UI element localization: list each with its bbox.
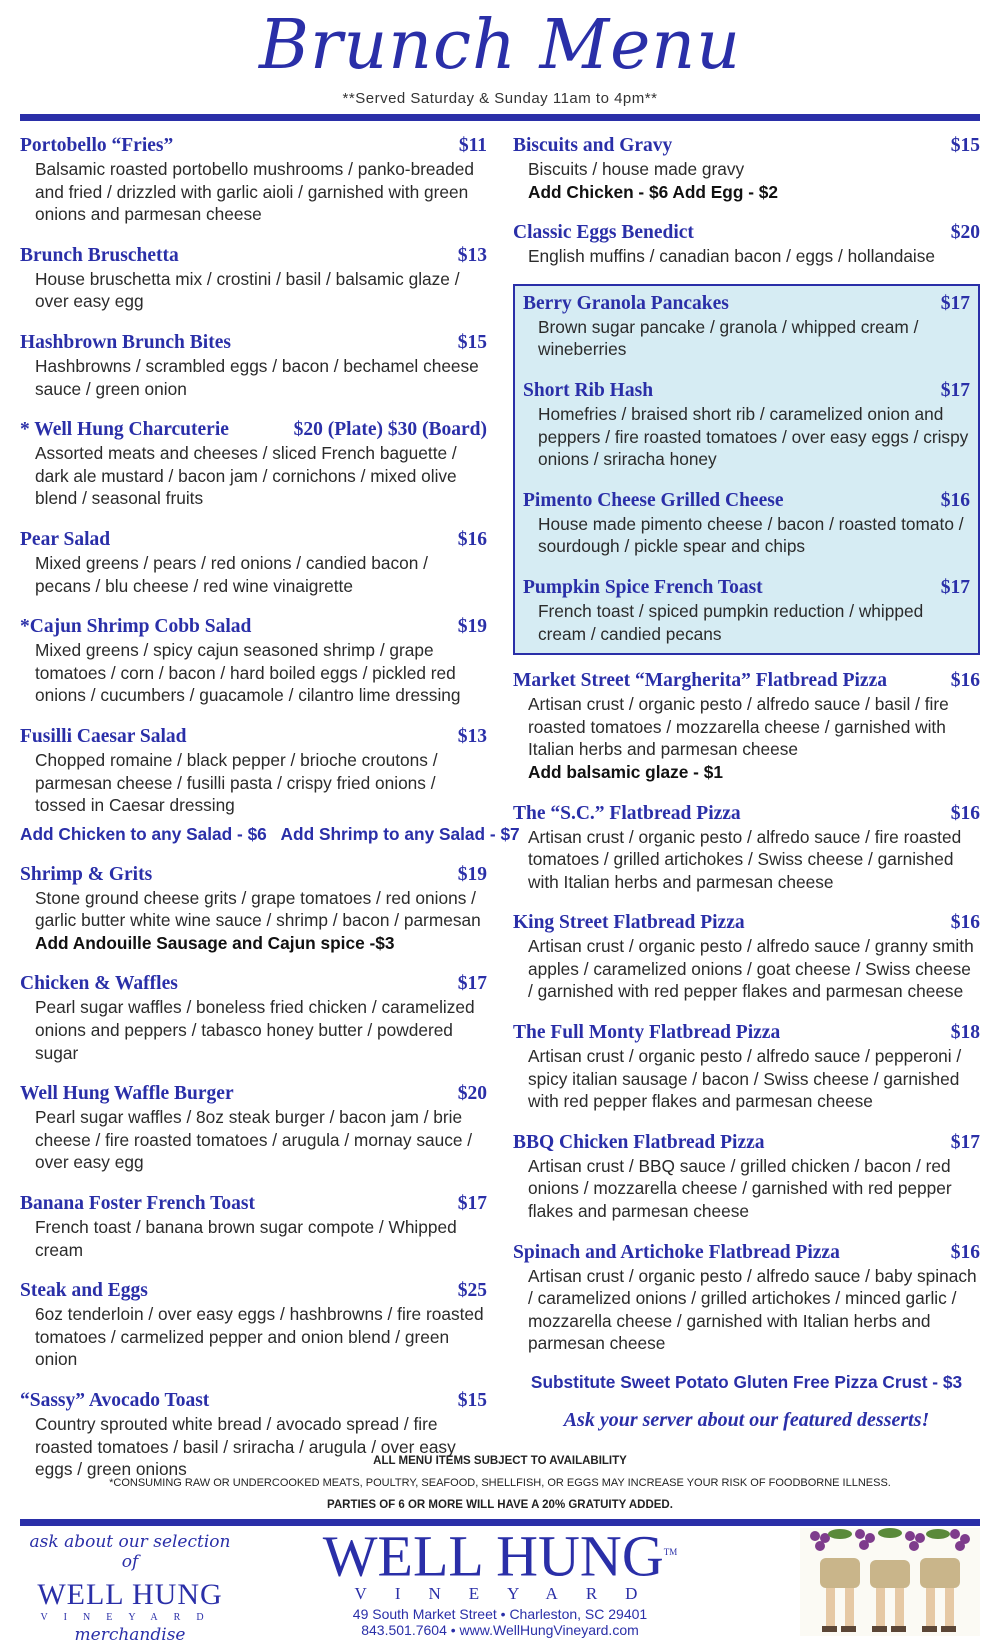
menu-item-header xyxy=(523,379,970,403)
menu-item-name: BBQ Chicken Flatbread Pizza xyxy=(513,1131,765,1153)
menu-item-header xyxy=(20,1279,487,1303)
merch-top-text: ask about our selection of xyxy=(29,1532,231,1572)
menu-item-name: Pumpkin Spice French Toast xyxy=(523,576,763,598)
right-column xyxy=(513,134,980,1432)
menu-item-description: Pearl sugar waffles / 8oz steak burger / bacon jam / brie cheese / fire roasted tomatoes / arugula / mornay sauce / over easy egg xyxy=(35,1107,473,1173)
menu-item-header xyxy=(513,1131,980,1155)
menu-item-description: Artisan crust / organic pesto / alfredo sauce / pepperoni / spicy italian sausage / bacon / Swiss cheese / garnished with red pepper flakes and parmesan cheese xyxy=(528,1046,962,1112)
merch-logo-sub: VINEYARD xyxy=(40,1612,220,1623)
menu-item-description: Assorted meats and cheeses / sliced French baguette / dark ale mustard / bacon jam / cornichons / mixed olive blend / seasonal fruits xyxy=(35,443,457,509)
menu-item-price: $17 xyxy=(950,1131,980,1153)
menu-item-description: House made pimento cheese / bacon / roasted tomato / sourdough / pickle spear and chips xyxy=(538,513,964,557)
menu-item-price: $17 xyxy=(457,1193,487,1215)
menu-item xyxy=(20,972,487,1064)
menu-item-addon: Add Andouille Sausage and Cajun spice -$3 xyxy=(35,932,395,953)
menu-item-name: Pimento Cheese Grilled Cheese xyxy=(523,489,784,511)
menu-item xyxy=(513,669,980,783)
page-title: Brunch Menu xyxy=(258,6,742,85)
availability-note: ALL MENU ITEMS SUBJECT TO AVAILABILITY xyxy=(373,1455,627,1467)
menu-item-description: Artisan crust / organic pesto / alfredo sauce / granny smith apples / caramelized onions / goat cheese / Swiss cheese / garnished with red pepper flakes and parmesan cheese xyxy=(528,936,974,1002)
menu-item-description: Chopped romaine / black pepper / brioche croutons / parmesan cheese / fusilli pasta / crispy fried onions / tossed in Caesar dressing xyxy=(35,749,438,816)
contact: 843.501.7604 • www.WellHungVineyard.com xyxy=(361,1622,639,1639)
menu-item xyxy=(20,331,487,400)
menu-item-name: Shrimp & Grits xyxy=(20,863,153,885)
menu-item xyxy=(20,1192,487,1261)
menu-item-description: French toast / banana brown sugar compote / Whipped cream xyxy=(35,1217,457,1260)
menu-item-price: $15 xyxy=(950,135,980,156)
menu-item-header xyxy=(523,292,970,316)
menu-item-header xyxy=(20,1389,487,1413)
desserts-note: Ask your server about our featured desserts! xyxy=(563,1409,930,1431)
menu-item-description: Balsamic roasted portobello mushrooms / panko-breaded and fried / drizzled with garlic aioli / garnished with green onions and parmesan cheese xyxy=(35,159,474,225)
menu-item-name: Well Hung Waffle Burger xyxy=(20,1083,234,1105)
menu-item-description: 6oz tenderloin / over easy eggs / hashbrowns / fire roasted tomatoes / carmelized pepper and onion blend / green onion xyxy=(35,1304,484,1370)
menu-item-price: $20 xyxy=(457,1083,487,1105)
menu-item-header xyxy=(513,911,980,935)
menu-item-header xyxy=(523,489,970,513)
menu-item-description: Brown sugar pancake / granola / whipped cream / wineberries xyxy=(538,316,919,360)
header-divider xyxy=(20,114,980,121)
menu-item-description: Mixed greens / spicy cajun seasoned shrimp / grape tomatoes / corn / bacon / hard boiled eggs / pickled red onions / cucumbers / guacamole / cilantro lime dressing xyxy=(35,640,461,706)
menu-item xyxy=(20,615,487,707)
menu-item-name: Berry Granola Pancakes xyxy=(523,292,729,314)
menu-item-header xyxy=(513,1241,980,1265)
menu-item-price: $16 xyxy=(950,912,980,934)
menu-item-name: Market Street “Margherita” Flatbread Pizza xyxy=(513,670,887,692)
menu-item-description: Artisan crust / organic pesto / alfredo sauce / basil / fire roasted tomatoes / mozzarella cheese / garnished with Italian herbs and parmesan cheese xyxy=(528,694,949,760)
menu-item-header xyxy=(513,134,980,158)
menu-item-description: Artisan crust / BBQ sauce / grilled chicken / bacon / red onions / mozzarella cheese / garnished with red pepper flakes and parmesan cheese xyxy=(528,1155,952,1222)
menu-item-description: Artisan crust / organic pesto / alfredo sauce / fire roasted tomatoes / grilled artichokes / Swiss cheese / garnished with Italian herbs and parmesan cheese xyxy=(528,826,962,892)
menu-item-header xyxy=(20,418,487,442)
menu-item xyxy=(513,221,980,268)
menu-item xyxy=(20,134,487,226)
menu-item-header xyxy=(20,1192,487,1216)
main-logo xyxy=(300,1523,700,1589)
featured-box xyxy=(513,284,980,655)
menu-item-name: Classic Eggs Benedict xyxy=(513,222,694,244)
menu-item xyxy=(20,528,487,597)
main-logo-sub: VINEYARD xyxy=(354,1584,666,1604)
menu-item-header xyxy=(20,134,487,158)
menu-item-header xyxy=(20,331,487,355)
menu-item-description: Mixed greens / pears / red onions / candied bacon / pecans / blu cheese / red wine vinaigrette xyxy=(35,552,428,596)
raw-food-warning: *CONSUMING RAW OR UNDERCOOKED MEATS, POULTRY, SEAFOOD, SHELLFISH, OR EGGS MAY INCREASE YOUR RISK OF FOODBORNE ILLNESS. xyxy=(109,1477,891,1489)
menu-item-price: $16 xyxy=(940,489,970,511)
right-top-list xyxy=(513,134,980,268)
main-logo-text: WELL HUNG xyxy=(322,1523,664,1589)
menu-item-description: Artisan crust / organic pesto / alfredo sauce / baby spinach / caramelized onions / grilled artichokes / minced garlic / mozzarella cheese / garnished with Italian herbs and parmesan cheese xyxy=(528,1265,977,1354)
menu-item xyxy=(523,379,970,471)
address: 49 South Market Street • Charleston, SC 29401 xyxy=(352,1606,648,1623)
menu-item-name: Banana Foster French Toast xyxy=(20,1193,255,1215)
merch-block xyxy=(20,1532,240,1645)
menu-item-description: Country sprouted white bread / avocado spread / fire roasted tomatoes / basil / sriracha / arugula / over easy eggs / green onions xyxy=(35,1414,456,1480)
menu-item-name: Spinach and Artichoke Flatbread Pizza xyxy=(513,1241,840,1263)
menu-item-price: $17 xyxy=(940,379,970,401)
menu-item-description: House bruschetta mix / crostini / basil / balsamic glaze / over easy egg xyxy=(35,268,460,312)
menu-item-addon: Add Chicken - $6 Add Egg - $2 xyxy=(528,181,778,202)
salad-addons-note: Add Chicken to any Salad - $6 Add Shrimp to any Salad - $7 xyxy=(20,823,520,844)
menu-item-price: $13 xyxy=(457,244,487,266)
menu-item-price: $11 xyxy=(458,135,487,156)
menu-item-price: $25 xyxy=(457,1280,487,1302)
menu-item xyxy=(523,292,970,361)
menu-item xyxy=(523,489,970,558)
menu-item xyxy=(513,134,980,203)
menu-item-name: Biscuits and Gravy xyxy=(513,135,673,156)
menu-item xyxy=(513,1241,980,1355)
menu-item-header xyxy=(20,244,487,268)
page-subtitle: **Served Saturday & Sunday 11am to 4pm** xyxy=(342,90,658,107)
menu-item-name: King Street Flatbread Pizza xyxy=(513,912,745,934)
menu-item xyxy=(513,802,980,894)
menu-item xyxy=(513,1021,980,1113)
menu-item-price: $20 xyxy=(950,222,980,244)
merch-logo: WELL HUNG xyxy=(37,1578,223,1611)
menu-item-price: $15 xyxy=(457,1390,487,1411)
menu-item-description: Homefries / braised short rib / caramelized onion and peppers / fire roasted tomatoes / over easy eggs / crispy onions / sriracha honey xyxy=(538,403,969,470)
menu-item-header xyxy=(523,576,970,600)
menu-item-header xyxy=(20,1082,487,1106)
menu-item-name: * Well Hung Charcuterie xyxy=(20,419,229,441)
menu-item-header xyxy=(513,1021,980,1045)
menu-item-price: $17 xyxy=(940,292,970,314)
trademark: TM xyxy=(663,1547,678,1557)
menu-item xyxy=(20,244,487,313)
menu-item-header xyxy=(20,972,487,996)
menu-item-addon: Add balsamic glaze - $1 xyxy=(528,761,723,782)
menu-item-name: “Sassy” Avocado Toast xyxy=(20,1390,210,1411)
menu-item-header xyxy=(20,615,487,639)
right-bottom-list xyxy=(513,669,980,1355)
menu-item xyxy=(20,1389,487,1481)
menu-item-name: Brunch Bruschetta xyxy=(20,244,179,266)
menu-item-name: The Full Monty Flatbread Pizza xyxy=(513,1022,781,1044)
menu-item-price: $20 (Plate) $30 (Board) xyxy=(293,419,487,441)
merch-bottom-text: merchandise xyxy=(74,1625,186,1645)
menu-item-name: Pear Salad xyxy=(20,528,111,550)
menu-item-price: $19 xyxy=(457,616,487,638)
menu-item-price: $16 xyxy=(457,528,487,550)
gratuity-note: PARTIES OF 6 OR MORE WILL HAVE A 20% GRATUITY ADDED. xyxy=(327,1499,673,1511)
vineyard-illustration xyxy=(800,1528,980,1636)
menu-item-name: Chicken & Waffles xyxy=(20,973,178,995)
menu-item xyxy=(513,911,980,1003)
menu-item xyxy=(20,1279,487,1371)
menu-item xyxy=(20,1082,487,1174)
menu-item-name: *Cajun Shrimp Cobb Salad xyxy=(20,616,252,638)
menu-item-header xyxy=(513,802,980,826)
menu-item-price: $17 xyxy=(940,576,970,598)
main-logo-block xyxy=(300,1524,700,1638)
menu-item-name: Hashbrown Brunch Bites xyxy=(20,331,231,353)
menu-item-header xyxy=(20,863,487,887)
menu-item-price: $18 xyxy=(950,1022,980,1044)
menu-item-name: Short Rib Hash xyxy=(523,379,654,401)
menu-item-price: $19 xyxy=(457,863,487,885)
menu-item-description: Hashbrowns / scrambled eggs / bacon / bechamel cheese sauce / green onion xyxy=(35,355,479,399)
menu-item xyxy=(523,576,970,645)
menu-item-description: Biscuits / house made gravy xyxy=(528,159,745,179)
menu-item-header xyxy=(513,669,980,693)
menu-item-name: Fusilli Caesar Salad xyxy=(20,725,187,747)
menu-item xyxy=(20,418,487,510)
menu-item xyxy=(20,863,487,955)
menu-item-description: French toast / spiced pumpkin reduction / whipped cream / candied pecans xyxy=(538,600,924,644)
menu-item-price: $16 xyxy=(950,670,980,692)
menu-item xyxy=(20,725,487,817)
menu-item-header xyxy=(513,221,980,245)
menu-item-description: Stone ground cheese grits / grape tomatoes / red onions / garlic butter white wine sauce / shrimp / bacon / parmesan xyxy=(35,887,481,931)
menu-item-price: $16 xyxy=(950,802,980,824)
menu-item-price: $15 xyxy=(457,331,487,353)
menu-item-price: $17 xyxy=(457,973,487,995)
gluten-free-note: Substitute Sweet Potato Gluten Free Pizza Crust - $3 xyxy=(530,1372,963,1392)
menu-item-name: Portobello “Fries” xyxy=(20,135,174,156)
menu-item-header xyxy=(20,528,487,552)
menu-item xyxy=(513,1131,980,1223)
menu-item-name: The “S.C.” Flatbread Pizza xyxy=(513,802,741,824)
menu-item-header xyxy=(20,725,487,749)
menu-item-description: English muffins / canadian bacon / eggs / hollandaise xyxy=(528,246,936,267)
menu-item-description: Pearl sugar waffles / boneless fried chicken / caramelized onions and peppers / tabasco honey butter / powdered sugar xyxy=(35,997,475,1063)
menu-item-price: $13 xyxy=(457,725,487,747)
menu-item-price: $16 xyxy=(950,1241,980,1263)
menu-item-name: Steak and Eggs xyxy=(20,1280,148,1302)
